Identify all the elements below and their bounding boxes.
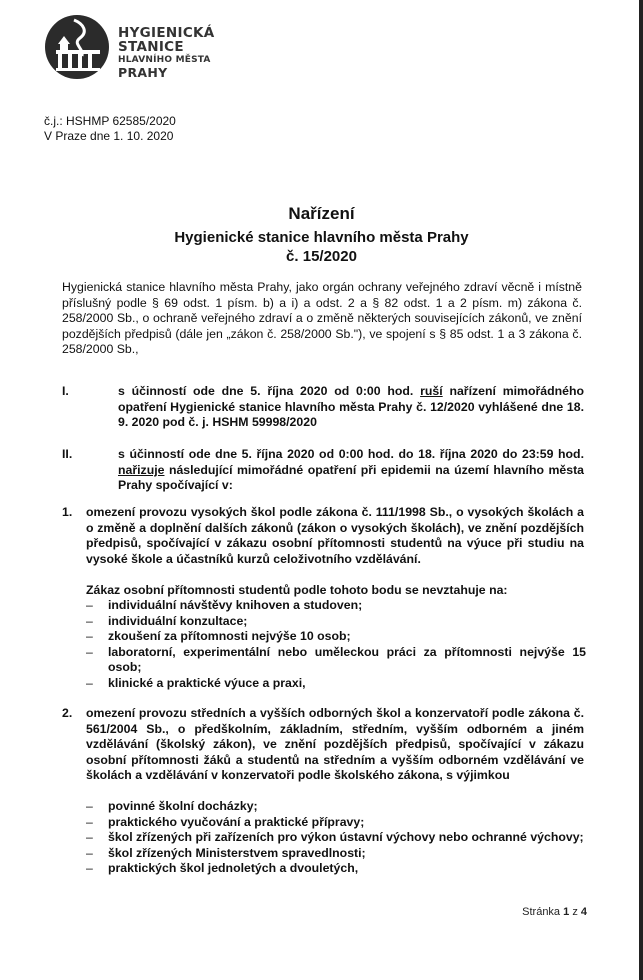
section-verb: nařizuje bbox=[118, 462, 165, 477]
current-page: 1 bbox=[563, 906, 570, 918]
bullet-dash: – bbox=[86, 629, 93, 644]
intro-paragraph: Hygienická stanice hlavního města Prahy, jako orgán ochrany veřejného zdraví věcně i místně příslušný podle § 69 odst. 1 písm. b) a i) a odst. 2 a § 82 odst. 1 a 2 písm. m) zákona č. 258/2000 Sb., o ochraně veřejného zdraví a o změně některých souvisejících zákonů, ve znění pozdějších předpisů (dále jen „zákon č. 258/2000 Sb."), ve spojení s § 85 odst. 1 a 3 zákona č. 258/2000 Sb., bbox=[62, 280, 582, 357]
list-item: – klinické a praktické výuce a praxi, bbox=[86, 675, 306, 690]
item-note: Zákaz osobní přítomnosti studentů podle tohoto bodu se nevztahuje na: bbox=[86, 583, 508, 597]
total-pages: 4 bbox=[580, 906, 587, 918]
page-separator: z bbox=[572, 906, 578, 918]
prague-emblem-icon bbox=[44, 14, 110, 80]
list-item: – individuální konzultace; bbox=[86, 613, 248, 628]
logo-wordmark bbox=[118, 26, 215, 80]
page-label: Stránka bbox=[522, 906, 561, 918]
section-verb: ruší bbox=[420, 384, 443, 398]
exception-list bbox=[86, 598, 586, 692]
list-item: – laboratorní, experimentální nebo uměleckou práci za přítomnosti nejvýše 15 osob; bbox=[86, 644, 586, 675]
bullet-dash: – bbox=[86, 814, 93, 829]
section-lead: s účinností ode dne 5. října 2020 od 0:00 hod. bbox=[118, 384, 414, 398]
document-number: č. 15/2020 bbox=[286, 248, 357, 265]
item-text: omezení provozu vysokých škol podle zákona č. 111/1998 Sb., o vysokých školách a o změně a doplnění dalších zákonů (zákon o vysokých školách), ve znění pozdějších předpisů, spočívající v zákazu osobní přítomnosti studentů na výuce při studiu na vysoké škole a účastníků kurzů celoživotního vzdělávání. bbox=[86, 505, 584, 566]
issue-date: V Praze dne 1. 10. 2020 bbox=[44, 129, 174, 143]
section-number: I. bbox=[62, 384, 69, 398]
bullet-dash: – bbox=[86, 861, 93, 876]
document-subtitle: Hygienické stanice hlavního města Prahy bbox=[174, 229, 469, 246]
section-rest: následující mimořádné opatření při epidemii na území hlavního města Prahy spočívající v: bbox=[118, 462, 585, 493]
item-text: omezení provozu středních a vyšších odborných škol a konzervatoří podle zákona č. 561/2004 Sb., o předškolním, základním, středním, vyšším odborném a jiném vzdělávání (školský zákon), ve znění pozdějších předpisů, spočívající v zákazu osobní přítomnosti žáků a studentů na středním a vyšším odborném vzdělávání ve školách a vzdělávání v konzervatoři podle školského zákona, s výjimkou bbox=[86, 706, 584, 783]
reference-number: č.j.: HSHMP 62585/2020 bbox=[44, 114, 176, 128]
bullet-dash: – bbox=[86, 644, 93, 659]
list-item: – škol zřízených při zařízeních pro výkon ústavní výchovy nebo ochranné výchovy; bbox=[86, 830, 584, 845]
list-item: – praktických škol jednoletých a dvouletých, bbox=[86, 861, 359, 876]
document-title: Nařízení bbox=[288, 204, 355, 223]
list-item: – povinné školní docházky; bbox=[86, 799, 258, 813]
bullet-dash: – bbox=[86, 830, 93, 845]
list-item: – škol zřízených Ministerstvem spravedlnosti; bbox=[86, 845, 366, 860]
section-text bbox=[118, 447, 584, 494]
page-footer bbox=[522, 906, 587, 918]
logo-line-4: PRAHY bbox=[118, 65, 168, 80]
reference-block bbox=[44, 114, 176, 144]
scan-edge bbox=[639, 0, 643, 980]
list-item: – praktického vyučování a praktické přípravy; bbox=[86, 814, 365, 829]
list-item: – individuální návštěvy knihoven a studoven; bbox=[86, 598, 363, 612]
hygiene-station-logo bbox=[44, 14, 244, 98]
section-lead: s účinností ode dne 5. října 2020 od 0:00 hod. do 18. října 2020 do 23:59 hod. bbox=[118, 447, 584, 461]
item-number: 1. bbox=[62, 505, 73, 519]
bullet-dash: – bbox=[86, 675, 93, 690]
bullet-dash: – bbox=[86, 799, 93, 813]
bullet-dash: – bbox=[86, 598, 93, 612]
logo-line-2: STANICE bbox=[118, 39, 184, 55]
section-text bbox=[118, 384, 584, 431]
section-number: II. bbox=[62, 447, 73, 461]
bullet-dash: – bbox=[86, 845, 93, 860]
exception-list bbox=[86, 799, 586, 877]
bullet-dash: – bbox=[86, 613, 93, 628]
section-rest: nařízení mimořádného opatření Hygienické stanice hlavního města Prahy č. 12/2020 vyhlášené dne 18. 9. 2020 pod č. j. HSHM 59998/2020 bbox=[118, 384, 584, 430]
logo-line-1: HYGIENICKÁ bbox=[118, 25, 215, 41]
item-number: 2. bbox=[62, 706, 73, 720]
logo-line-3: HLAVNÍHO MĚSTA bbox=[118, 55, 211, 65]
list-item: – zkoušení za přítomnosti nejvýše 10 osob; bbox=[86, 629, 351, 644]
